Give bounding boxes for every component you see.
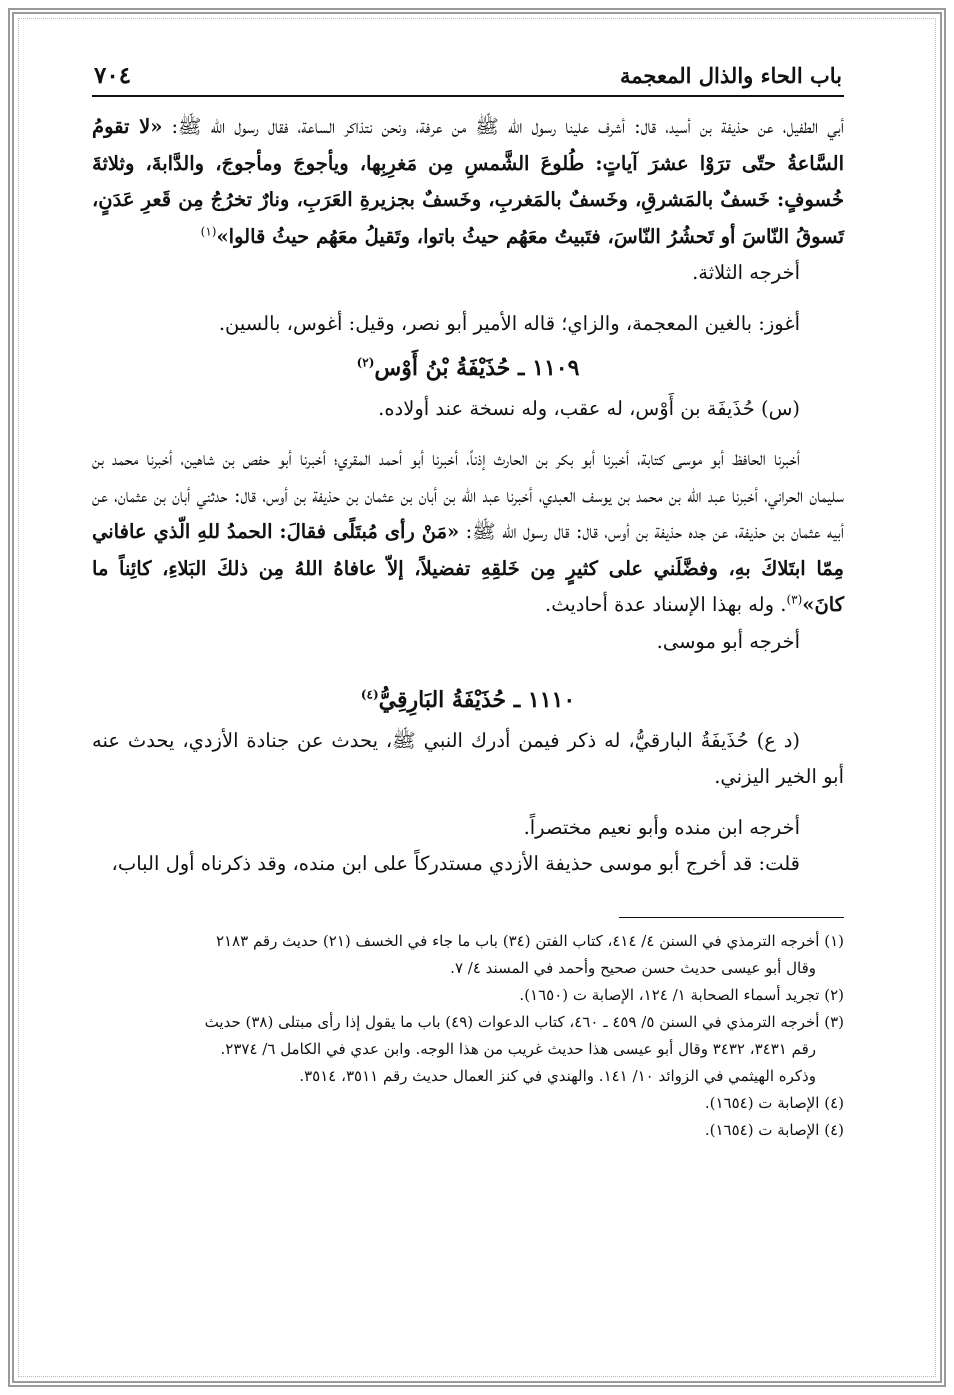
running-header <box>92 62 844 97</box>
intro-1109: (س) حُذَيفَة بن أَوْس، له عقب، وله نسخة عند أولاده. <box>378 396 800 420</box>
entry-title-text: ١١٠٩ ـ حُذَيْفَةُ بْنُ أَوْس <box>374 355 580 381</box>
isnad-text: أخبرنا الحافظ أبو موسى كتابة، أخبرنا أبو بكر بن الحارث إذناً، أخبرنا أبو أحمد المقري؛ أخبرنا أبو حفص بن شاهين، أخبرنا محمد بن سليمان الحراني، أخبرنا عبد الله بن محمد بن يوسف العبدي، أخبرنا عبد الله بن أبان بن عثمان بن حذيفة بن أوس، قال: حدثني أبان بن عثمان، عن أبيه عثمان بن حذيفة، عن جده حذيفة بن أوس، قال: قال رسول الله ﷺ: <box>92 447 845 543</box>
footnote-4: (٤) الإصابة ت (١٦٥٤). <box>704 1093 844 1112</box>
hadith-text: «لا تقومُ السَّاعةُ حتّى ترَوْا عشرَ آياتٍ: طُلوعَ الشَّمسِ مِن مَغرِبِها، ويأجوجَ ومأجوجَ، والدَّابةَ، وثلاثةَ خُسوفٍ: خَسفٌ بالمَشرقِ، وخَسفٌ بالمَغربِ، وخَسفٌ بجزيرةِ العَرَبِ، ونارٌ تخرُجُ مِن قَعرِ عَدَنٍ، تَسوقُ النّاسَ أو تَحشُرُ النّاسَ، فتَبيتُ معَهُم حيثُ باتوا، وتَقيلُ معَهُم حيثُ قالوا» <box>92 115 844 248</box>
footnote-ref-4: (٤) <box>360 687 379 702</box>
footnote-separator <box>619 917 844 918</box>
footnotes <box>92 928 844 1144</box>
footnote-3-cont: رقم ٣٤٣١، ٣٤٣٢ وقال أبو عيسى هذا حديث غريب من هذا الوجه. وابن عدي في الكامل ٦/ ٢٣٧٤. <box>220 1039 816 1058</box>
note-1108: أغوز: بالغين المعجمة، والزاي؛ قاله الأمير أبو نصر، وقيل: أغوس، بالسين. <box>218 311 800 335</box>
footnote-ref-1: (١) <box>200 224 217 238</box>
entry-title-1109 <box>92 350 844 387</box>
after-hadith-text: . وله بهذا الإسناد عدة أحاديث. <box>545 593 787 616</box>
footnote-2: (٢) تجريد أسماء الصحابة ١/ ١٢٤، الإصابة ت (١٦٥٠). <box>519 985 844 1004</box>
footnote-ref-2: (٢) <box>356 355 375 370</box>
takhrij-1110: أخرجه ابن منده وأبو نعيم مختصراً. <box>523 815 800 839</box>
page-number: ٧٠٤ <box>94 62 132 89</box>
entry-title-text: ١١١٠ ـ حُذَيْفَةُ البَارِقِيُّ <box>378 687 576 713</box>
takhrij-1108: أخرجه الثلاثة. <box>692 261 800 284</box>
footnote-3: (٣) أخرجه الترمذي في السنن ٥/ ٤٥٩ ـ ٤٦٠، كتاب الدعوات (٤٩) باب ما يقول إذا رأى مبتلى (٣٨) حديث <box>204 1012 844 1031</box>
qultu-1110: قلت: قد أخرج أبو موسى حذيفة الأزدي مستدركاً على ابن منده، وقد ذكرناه أول الباب، <box>111 852 800 875</box>
main-text <box>92 109 844 883</box>
isnad-text: أبي الطفيل، عن حذيفة بن أسيد، قال: أشرف علينا رسول الله ﷺ من عرفة، ونحن نتذاكر الساعة، فقال رسول الله ﷺ: <box>171 115 844 138</box>
footnote-1-cont: وقال أبو عيسى حديث حسن صحيح وأحمد في المسند ٤/ ٧. <box>450 958 816 977</box>
footnote-ref-3: (٣) <box>786 592 803 607</box>
footnote-3-cont-2: وذكره الهيثمي في الزوائد ١٠/ ١٤١. والهندي في كنز العمال حديث رقم ٣٥١١، ٣٥١٤. <box>299 1066 816 1085</box>
entry-title-1110 <box>92 682 844 719</box>
paragraph-1109-hadith <box>92 441 844 624</box>
paragraph-1108-hadith <box>92 109 844 255</box>
book-page <box>92 62 844 1144</box>
intro-1110: (د ع) حُذَيفَةُ البارقيُّ، له ذكر فيمن أدرك النبي ﷺ، يحدث عن جنادة الأزدي، يحدث عنه أبو الخير اليزني. <box>92 728 844 788</box>
footnote-4-duplicate: (٤) الإصابة ت (١٦٥٤). <box>704 1120 844 1139</box>
hadith-text: «مَنْ رأى مُبتَلًى فقالَ: الحمدُ للهِ الّذي عافاني مِمّا ابتَلاكَ بهِ، وفضَّلَني على كثيرٍ مِن خَلقِهِ تفضيلاً، إلاّ عافاهُ اللهُ مِن ذلكَ البَلاءِ، كائِناً ما كانَ» <box>92 520 844 616</box>
footnote-1: (١) أخرجه الترمذي في السنن ٤/ ٤١٤، كتاب الفتن (٣٤) باب ما جاء في الخسف (٢١) حديث رقم ٢١٨٣ <box>215 931 844 950</box>
running-title: باب الحاء والذال المعجمة <box>620 63 842 88</box>
takhrij-1109: أخرجه أبو موسى. <box>656 629 800 653</box>
